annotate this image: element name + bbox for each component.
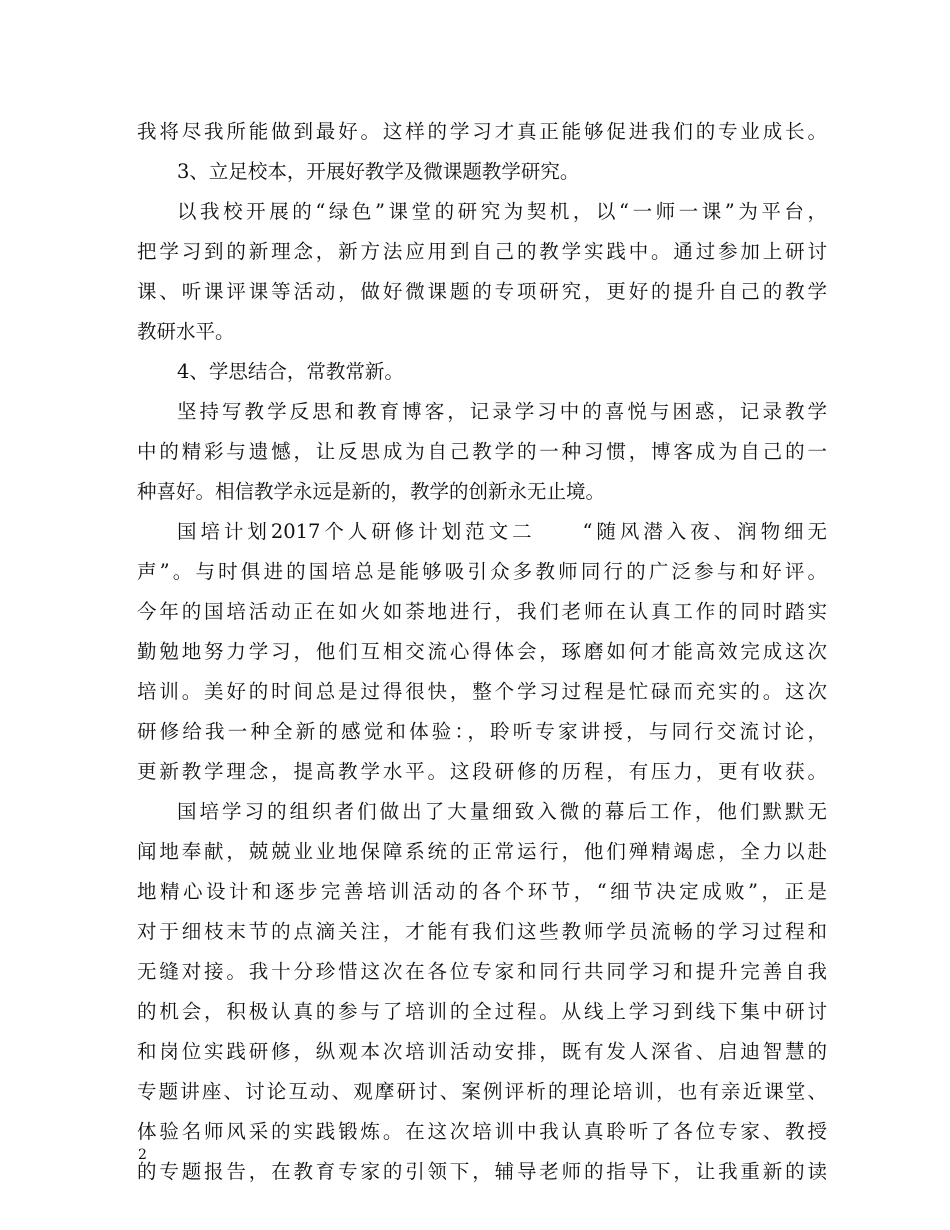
text-line: 中的精彩与遗憾，让反思成为自己教学的一种习惯，博客成为自己的一 — [137, 440, 827, 463]
text-line: 培训。美好的时间总是过得很快，整个学习过程是忙碌而充实的。这次 — [137, 680, 827, 703]
text-line: 我将尽我所能做到最好。这样的学习才真正能够促进我们的专业成长。 — [137, 120, 827, 143]
text-line: 无缝对接。我十分珍惜这次在各位专家和同行共同学习和提升完善自我 — [137, 960, 827, 983]
text-line: 专题讲座、讨论互动、观摩研讨、案例评析的理论培训，也有亲近课堂、 — [137, 1080, 827, 1103]
text-line: 以我校开展的“绿色”课堂的研究为契机，以“一师一课”为平台， — [177, 200, 827, 223]
text-line: 地精心设计和逐步完善培训活动的各个环节，“细节决定成败”，正是 — [137, 880, 827, 903]
text-line: 国培学习的组织者们做出了大量细致入微的幕后工作，他们默默无 — [177, 800, 827, 823]
text-line: 4、学思结合，常教常新。 — [177, 360, 404, 383]
text-line: 对于细枝末节的点滴关注，才能有我们这些教师学员流畅的学习过程和 — [137, 920, 827, 943]
text-line: 声”。与时俱进的国培总是能够吸引众多教师同行的广泛参与和好评。 — [137, 560, 827, 583]
text-line: 的专题报告，在教育专家的引领下，辅导老师的指导下，让我重新的读 — [137, 1160, 827, 1183]
text-line: 种喜好。相信教学永远是新的，教学的创新永无止境。 — [137, 480, 606, 503]
text-line: 的机会，积极认真的参与了培训的全过程。从线上学习到线下集中研讨 — [137, 1000, 827, 1023]
text-line: 今年的国培活动正在如火如荼地进行，我们老师在认真工作的同时踏实 — [137, 600, 827, 623]
body-text — [137, 112, 827, 1192]
text-line: 把学习到的新理念，新方法应用到自己的教学实践中。通过参加上研讨 — [137, 240, 827, 263]
text-line: 更新教学理念，提高教学水平。这段研修的历程，有压力，更有收获。 — [137, 760, 827, 783]
text-line: 坚持写教学反思和教育博客，记录学习中的喜悦与困惑，记录教学 — [177, 400, 827, 423]
text-line: 和岗位实践研修，纵观本次培训活动安排，既有发人深省、启迪智慧的 — [137, 1040, 827, 1063]
text-line: 国培计划2017个人研修计划范文二 “随风潜入夜、润物细无 — [177, 520, 827, 543]
text-line: 研修给我一种全新的感觉和体验：，聆听专家讲授，与同行交流讨论， — [137, 720, 827, 743]
text-line: 闻地奉献，兢兢业业地保障系统的正常运行，他们殚精竭虑，全力以赴 — [137, 840, 827, 863]
text-line: 体验名师风采的实践锻炼。在这次培训中我认真聆听了各位专家、教授 — [137, 1120, 827, 1143]
page-number: 2 — [138, 1147, 147, 1163]
text-line: 教研水平。 — [137, 320, 235, 343]
text-line: 勤勉地努力学习，他们互相交流心得体会，琢磨如何才能高效完成这次 — [137, 640, 827, 663]
text-line: 课、听课评课等活动，做好微课题的专项研究，更好的提升自己的教学 — [137, 280, 827, 303]
text-line: 3、立足校本，开展好教学及微课题教学研究。 — [177, 160, 580, 183]
